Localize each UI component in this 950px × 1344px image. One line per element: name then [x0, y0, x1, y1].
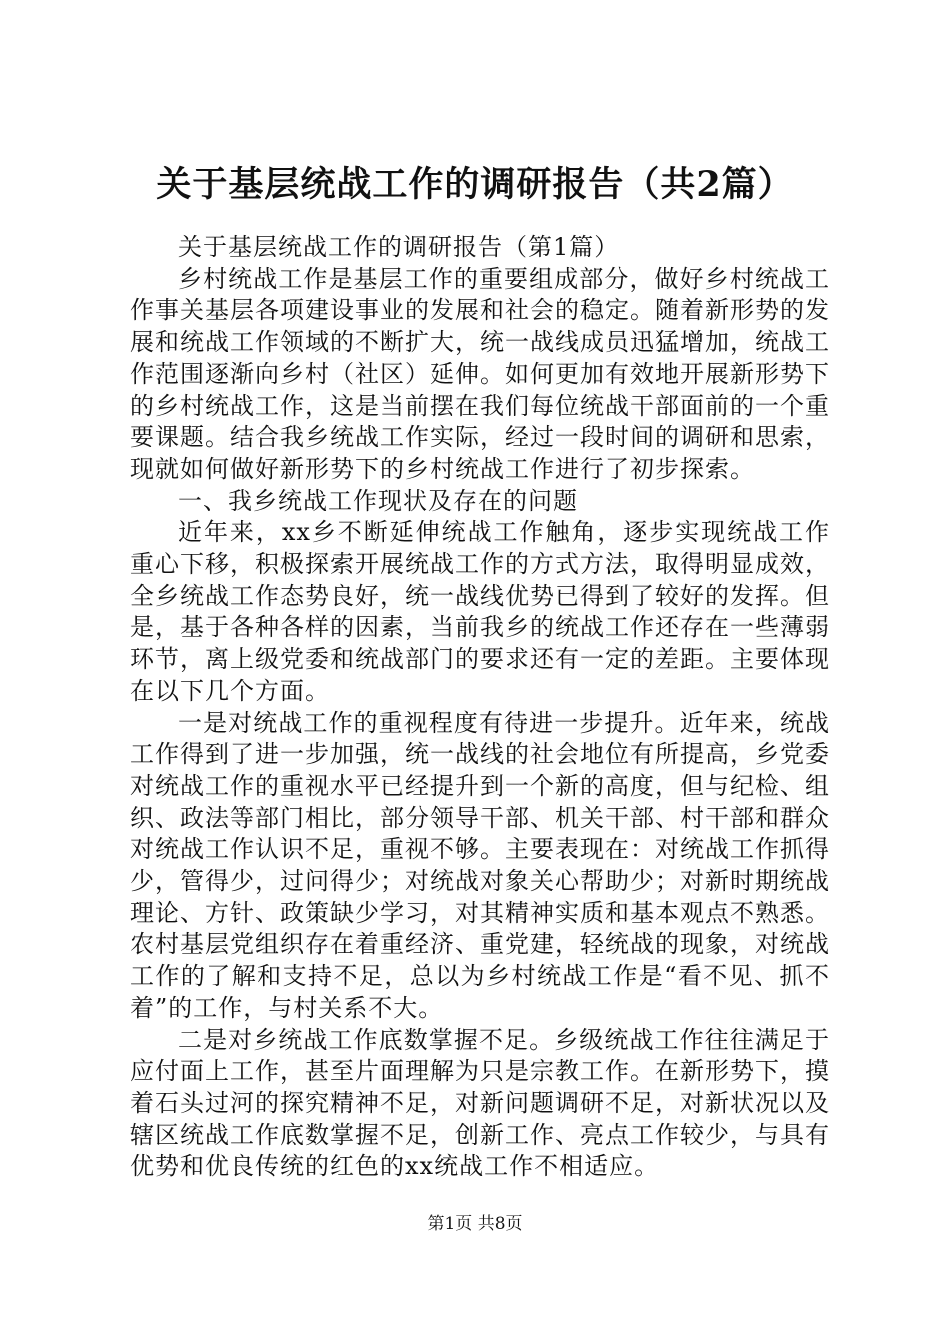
- paragraph-subtitle: 关于基层统战工作的调研报告（第1篇）: [178, 233, 620, 261]
- paragraph-status: 近年来，xx乡不断延伸统战工作触角，逐步实现统战工作重心下移，积极探索开展统战工作的方式方法，取得明显成效，全乡统战工作态势良好，统一战线优势已得到了较好的发挥。但是，基于各种各样的因素，当前我乡的统战工作还存在一些薄弱环节，离上级党委和统战部门的要求还有一定的差距。主要体现在以下几个方面。: [130, 518, 830, 705]
- paragraph-problem-one: 一是对统战工作的重视程度有待进一步提升。近年来，统战工作得到了进一步加强，统一战线的社会地位有所提高，乡党委对统战工作的重视水平已经提升到一个新的高度，但与纪检、组织、政法等部门相比，部分领导干部、机关干部、村干部和群众对统战工作认识不足，重视不够。主要表现在：对统战工作抓得少，管得少，过问得少；对统战对象关心帮助少；对新时期统战理论、方针、政策缺少学习，对其精神实质和基本观点不熟悉。农村基层党组织存在着重经济、重党建，轻统战的现象，对统战工作的了解和支持不足，总以为乡村统战工作是“看不见、抓不着”的工作，与村关系不大。: [130, 708, 830, 1022]
- document-body: [130, 232, 830, 1183]
- page-footer: 第1页 共8页: [427, 1214, 523, 1234]
- section-heading: 一、我乡统战工作现状及存在的问题: [178, 486, 578, 515]
- paragraph-intro: 乡村统战工作是基层工作的重要组成部分，做好乡村统战工作事关基层各项建设事业的发展和社会的稳定。随着新形势的发展和统战工作领域的不断扩大，统一战线成员迅猛增加，统战工作范围逐渐向乡村（社区）延伸。如何更加有效地开展新形势下的乡村统战工作，这是当前摆在我们每位统战干部面前的一个重要课题。结合我乡统战工作实际，经过一段时间的调研和思索，现就如何做好新形势下的乡村统战工作进行了初步探索。: [130, 264, 830, 483]
- document-title: 关于基层统战工作的调研报告（共2篇）: [156, 164, 794, 205]
- paragraph-problem-two: 二是对乡统战工作底数掌握不足。乡级统战工作往往满足于应付面上工作，甚至片面理解为只是宗教工作。在新形势下，摸着石头过河的探究精神不足，对新问题调研不足，对新状况以及辖区统战工作底数掌握不足，创新工作、亮点工作较少，与具有优势和优良传统的红色的xx统战工作不相适应。: [130, 1025, 830, 1181]
